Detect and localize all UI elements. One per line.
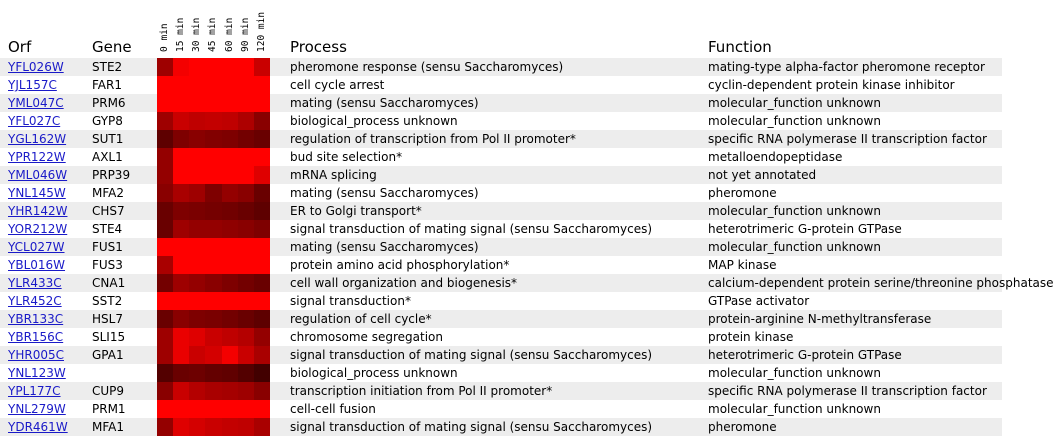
process-text: signal transduction of mating signal (sensu Saccharomyces)	[290, 222, 653, 236]
table-row	[0, 184, 1002, 202]
heatmap-cell	[189, 112, 205, 130]
heatmap-cell	[189, 220, 205, 238]
table-row	[0, 112, 1002, 130]
heatmap-cell	[157, 148, 173, 166]
heatmap-cell	[157, 346, 173, 364]
gene-name: SST2	[92, 294, 123, 308]
function-text: GTPase activator	[708, 294, 810, 308]
timepoint-label	[174, 4, 190, 52]
heatmap-cell	[222, 148, 238, 166]
table-row	[0, 166, 1002, 184]
expression-heatmap	[157, 94, 270, 112]
orf-link[interactable]: YDR461W	[8, 420, 68, 434]
heatmap-cell	[173, 94, 189, 112]
timepoint-label	[255, 4, 271, 52]
timepoint-label-text: 0 min	[159, 23, 170, 52]
function-text: metalloendopeptidase	[708, 150, 843, 164]
gene-name: SLI15	[92, 330, 126, 344]
heatmap-cell	[238, 202, 254, 220]
process-text: protein amino acid phosphorylation*	[290, 258, 510, 272]
heatmap-cell	[205, 256, 221, 274]
orf-link[interactable]: YLR433C	[8, 276, 62, 290]
heatmap-cell	[157, 220, 173, 238]
heatmap-cell	[254, 400, 270, 418]
orf-link[interactable]: YFL027C	[8, 114, 61, 128]
timepoint-label	[239, 4, 255, 52]
heatmap-cell	[254, 94, 270, 112]
orf-link[interactable]: YHR142W	[8, 204, 68, 218]
function-text: pheromone	[708, 186, 777, 200]
heatmap-cell	[254, 292, 270, 310]
heatmap-cell	[238, 364, 254, 382]
heatmap-cell	[189, 400, 205, 418]
gene-name: FUS3	[92, 258, 123, 272]
gene-name: HSL7	[92, 312, 123, 326]
heatmap-cell	[173, 76, 189, 94]
function-text: protein kinase	[708, 330, 794, 344]
gene-name: STE4	[92, 222, 123, 236]
table-row	[0, 58, 1002, 76]
function-text: heterotrimeric G-protein GTPase	[708, 348, 902, 362]
heatmap-cell	[238, 310, 254, 328]
heatmap-cell	[222, 346, 238, 364]
orf-link[interactable]: YNL279W	[8, 402, 66, 416]
function-text: heterotrimeric G-protein GTPase	[708, 222, 902, 236]
function-text: specific RNA polymerase II transcription factor	[708, 384, 987, 398]
heatmap-cell	[238, 166, 254, 184]
function-text: molecular_function unknown	[708, 366, 881, 380]
heatmap-cell	[254, 274, 270, 292]
process-text: cell cycle arrest	[290, 78, 385, 92]
orf-link[interactable]: YML047C	[8, 96, 64, 110]
expression-heatmap	[157, 76, 270, 94]
expression-heatmap	[157, 328, 270, 346]
gene-name: SUT1	[92, 132, 124, 146]
gene-name: GYP8	[92, 114, 123, 128]
heatmap-cell	[254, 256, 270, 274]
heatmap-cell	[157, 328, 173, 346]
heatmap-cell	[238, 382, 254, 400]
timepoint-label-text: 45 min	[207, 17, 219, 52]
heatmap-cell	[254, 346, 270, 364]
heatmap-cell	[205, 310, 221, 328]
function-text: molecular_function unknown	[708, 402, 881, 416]
process-text: regulation of cell cycle*	[290, 312, 432, 326]
process-text: pheromone response (sensu Saccharomyces)	[290, 60, 564, 74]
expression-heatmap	[157, 274, 270, 292]
heatmap-cell	[254, 310, 270, 328]
gene-name: MFA2	[92, 186, 124, 200]
heatmap-cell	[238, 112, 254, 130]
heatmap-cell	[157, 238, 173, 256]
heatmap-cell	[157, 112, 173, 130]
orf-link[interactable]: YCL027W	[8, 240, 65, 254]
heatmap-cell	[205, 328, 221, 346]
heatmap-cell	[157, 364, 173, 382]
orf-link[interactable]: YFL026W	[8, 60, 64, 74]
heatmap-cell	[222, 112, 238, 130]
timepoint-label-text: 120 min	[255, 11, 267, 52]
gene-name: FAR1	[92, 78, 122, 92]
orf-link[interactable]: YJL157C	[8, 78, 57, 92]
process-text: biological_process unknown	[290, 366, 458, 380]
gene-name: PRP39	[92, 168, 131, 182]
heatmap-cell	[238, 148, 254, 166]
heatmap-cell	[222, 418, 238, 436]
function-text: specific RNA polymerase II transcription factor	[708, 132, 987, 146]
expression-heatmap	[157, 58, 270, 76]
timepoint-label	[223, 4, 239, 52]
timepoint-label	[158, 4, 174, 52]
function-text: not yet annotated	[708, 168, 817, 182]
heatmap-cell	[254, 148, 270, 166]
gene-name: GPA1	[92, 348, 124, 362]
heatmap-cell	[254, 58, 270, 76]
heatmap-cell	[238, 274, 254, 292]
heatmap-cell	[189, 166, 205, 184]
heatmap-cell	[173, 184, 189, 202]
gene-name: PRM1	[92, 402, 126, 416]
expression-heatmap	[157, 202, 270, 220]
heatmap-cell	[157, 382, 173, 400]
heatmap-cell	[205, 148, 221, 166]
heatmap-cell	[222, 238, 238, 256]
heatmap-cell	[173, 364, 189, 382]
heatmap-cell	[189, 346, 205, 364]
gene-name	[92, 364, 154, 382]
process-text: signal transduction of mating signal (sensu Saccharomyces)	[290, 420, 653, 434]
heatmap-cell	[189, 94, 205, 112]
table-row	[0, 202, 1002, 220]
function-header: Function	[708, 38, 772, 56]
gene-name: AXL1	[92, 150, 123, 164]
expression-heatmap	[157, 166, 270, 184]
heatmap-cell	[238, 418, 254, 436]
heatmap-cell	[157, 166, 173, 184]
function-text: molecular_function unknown	[708, 204, 881, 218]
heatmap-cell	[157, 274, 173, 292]
heatmap-cell	[189, 130, 205, 148]
heatmap-cell	[173, 130, 189, 148]
heatmap-cell	[173, 112, 189, 130]
process-text: mating (sensu Saccharomyces)	[290, 240, 479, 254]
gene-header: Gene	[92, 38, 132, 56]
heatmap-cell	[222, 274, 238, 292]
orf-link[interactable]: YBR156C	[8, 330, 64, 344]
heatmap-cell	[157, 202, 173, 220]
heatmap-cell	[222, 310, 238, 328]
function-text: mating-type alpha-factor pheromone receptor	[708, 60, 985, 74]
orf-link[interactable]: YGL162W	[8, 132, 67, 146]
heatmap-cell	[222, 220, 238, 238]
function-text: calcium-dependent protein serine/threonine phosphatase	[708, 276, 1054, 290]
heatmap-cell	[222, 292, 238, 310]
heatmap-cell	[173, 382, 189, 400]
heatmap-cell	[222, 400, 238, 418]
table-row	[0, 310, 1002, 328]
heatmap-cell	[189, 310, 205, 328]
heatmap-cell	[157, 400, 173, 418]
expression-heatmap	[157, 310, 270, 328]
expression-heatmap	[157, 400, 270, 418]
heatmap-cell	[254, 418, 270, 436]
table-row	[0, 418, 1002, 436]
heatmap-cell	[238, 130, 254, 148]
heatmap-cell	[222, 364, 238, 382]
process-text: mRNA splicing	[290, 168, 377, 182]
heatmap-cell	[222, 328, 238, 346]
heatmap-cell	[189, 256, 205, 274]
gene-name: PRM6	[92, 96, 126, 110]
process-text: regulation of transcription from Pol II promoter*	[290, 132, 576, 146]
heatmap-cell	[238, 292, 254, 310]
heatmap-cell	[157, 292, 173, 310]
heatmap-cell	[205, 382, 221, 400]
gene-name: STE2	[92, 60, 123, 74]
heatmap-cell	[189, 58, 205, 76]
table-row	[0, 364, 1002, 382]
heatmap-cell	[238, 400, 254, 418]
process-text: signal transduction*	[290, 294, 411, 308]
gene-name: FUS1	[92, 240, 123, 254]
heatmap-cell	[173, 400, 189, 418]
heatmap-cell	[157, 184, 173, 202]
heatmap-cell	[254, 76, 270, 94]
function-text: molecular_function unknown	[708, 96, 881, 110]
expression-heatmap	[157, 346, 270, 364]
heatmap-cell	[205, 76, 221, 94]
heatmap-cell	[222, 58, 238, 76]
function-text: pheromone	[708, 420, 777, 434]
orf-link[interactable]: YNL145W	[8, 186, 66, 200]
expression-heatmap	[157, 130, 270, 148]
expression-heatmap	[157, 238, 270, 256]
heatmap-cell	[157, 310, 173, 328]
process-text: cell wall organization and biogenesis*	[290, 276, 518, 290]
expression-heatmap	[157, 418, 270, 436]
process-text: signal transduction of mating signal (sensu Saccharomyces)	[290, 348, 653, 362]
heatmap-cell	[173, 148, 189, 166]
timepoint-label-text: 90 min	[239, 17, 251, 52]
heatmap-cell	[254, 202, 270, 220]
heatmap-cell	[205, 238, 221, 256]
heatmap-cell	[238, 184, 254, 202]
heatmap-cell	[254, 328, 270, 346]
heatmap-cell	[238, 256, 254, 274]
heatmap-cell	[189, 274, 205, 292]
heatmap-cell	[238, 328, 254, 346]
heatmap-cell	[189, 418, 205, 436]
heatmap-cell	[173, 238, 189, 256]
table-row	[0, 328, 1002, 346]
heatmap-cell	[173, 202, 189, 220]
timepoint-label-text: 15 min	[175, 17, 187, 52]
process-text: bud site selection*	[290, 150, 403, 164]
gene-name: CUP9	[92, 384, 125, 398]
table-row	[0, 292, 1002, 310]
heatmap-cell	[254, 220, 270, 238]
orf-header: Orf	[8, 38, 32, 56]
gene-name: CHS7	[92, 204, 125, 218]
heatmap-cell	[222, 256, 238, 274]
heatmap-cell	[222, 184, 238, 202]
heatmap-cell	[222, 130, 238, 148]
timepoint-label	[190, 4, 206, 52]
heatmap-cell	[222, 166, 238, 184]
heatmap-cell	[205, 364, 221, 382]
heatmap-cell	[238, 238, 254, 256]
table-row	[0, 76, 1002, 94]
heatmap-cell	[205, 112, 221, 130]
heatmap-cell	[189, 184, 205, 202]
heatmap-cell	[238, 58, 254, 76]
function-text: MAP kinase	[708, 258, 777, 272]
heatmap-cell	[157, 418, 173, 436]
timepoint-label-text: 30 min	[191, 17, 203, 52]
heatmap-cell	[254, 166, 270, 184]
table-row	[0, 220, 1002, 238]
heatmap-cell	[173, 328, 189, 346]
process-text: transcription initiation from Pol II promoter*	[290, 384, 553, 398]
heatmap-cell	[254, 364, 270, 382]
heatmap-cell	[238, 220, 254, 238]
table-row	[0, 238, 1002, 256]
orf-link[interactable]: YPL177C	[8, 384, 61, 398]
heatmap-cell	[222, 202, 238, 220]
table-row	[0, 382, 1002, 400]
expression-heatmap	[157, 148, 270, 166]
process-text: mating (sensu Saccharomyces)	[290, 186, 479, 200]
orf-link[interactable]: YOR212W	[8, 222, 68, 236]
heatmap-cell	[222, 76, 238, 94]
expression-heatmap	[157, 382, 270, 400]
heatmap-cell	[173, 292, 189, 310]
expression-heatmap	[157, 220, 270, 238]
process-text: biological_process unknown	[290, 114, 458, 128]
heatmap-cell	[205, 184, 221, 202]
gene-name: MFA1	[92, 420, 124, 434]
heatmap-cell	[189, 148, 205, 166]
heatmap-cell	[254, 130, 270, 148]
expression-heatmap	[157, 292, 270, 310]
expression-heatmap	[157, 256, 270, 274]
orf-link[interactable]: YHR005C	[8, 348, 64, 362]
heatmap-cell	[254, 112, 270, 130]
heatmap-cell	[173, 166, 189, 184]
heatmap-cell	[205, 94, 221, 112]
function-text: cyclin-dependent protein kinase inhibitor	[708, 78, 955, 92]
heatmap-cell	[205, 130, 221, 148]
function-text: protein-arginine N-methyltransferase	[708, 312, 932, 326]
heatmap-cell	[173, 58, 189, 76]
heatmap-cell	[173, 346, 189, 364]
orf-link[interactable]: YBR133C	[8, 312, 64, 326]
heatmap-cell	[205, 292, 221, 310]
heatmap-cell	[254, 382, 270, 400]
table-row	[0, 130, 1002, 148]
heatmap-cell	[238, 94, 254, 112]
process-text: mating (sensu Saccharomyces)	[290, 96, 479, 110]
function-text: molecular_function unknown	[708, 240, 881, 254]
heatmap-cell	[157, 94, 173, 112]
expression-heatmap	[157, 184, 270, 202]
heatmap-cell	[205, 58, 221, 76]
process-header: Process	[290, 38, 347, 56]
gene-name: CNA1	[92, 276, 126, 290]
heatmap-cell	[254, 184, 270, 202]
heatmap-cell	[189, 202, 205, 220]
heatmap-cell	[238, 76, 254, 94]
heatmap-cell	[254, 238, 270, 256]
heatmap-cell	[157, 76, 173, 94]
function-text: molecular_function unknown	[708, 114, 881, 128]
expression-heatmap	[157, 364, 270, 382]
heatmap-cell	[205, 418, 221, 436]
heatmap-cell	[205, 202, 221, 220]
process-text: chromosome segregation	[290, 330, 443, 344]
heatmap-cell	[205, 220, 221, 238]
orf-link[interactable]: YBL016W	[8, 258, 66, 272]
table-row	[0, 346, 1002, 364]
heatmap-cell	[205, 274, 221, 292]
heatmap-cell	[205, 400, 221, 418]
table-row	[0, 94, 1002, 112]
process-text: ER to Golgi transport*	[290, 204, 422, 218]
table-row	[0, 274, 1054, 292]
heatmap-cell	[173, 220, 189, 238]
table-row	[0, 148, 1002, 166]
heatmap-cell	[238, 346, 254, 364]
heatmap-cell	[173, 256, 189, 274]
table-row	[0, 256, 1002, 274]
heatmap-cell	[189, 238, 205, 256]
heatmap-cell	[173, 310, 189, 328]
heatmap-cell	[222, 382, 238, 400]
orf-link[interactable]: YML046W	[8, 168, 68, 182]
orf-link[interactable]: YNL123W	[8, 366, 66, 380]
heatmap-cell	[157, 256, 173, 274]
heatmap-cell	[222, 94, 238, 112]
heatmap-cell	[189, 364, 205, 382]
timepoint-label-text: 60 min	[223, 17, 235, 52]
heatmap-cell	[205, 166, 221, 184]
heatmap-cell	[157, 58, 173, 76]
heatmap-cell	[189, 76, 205, 94]
expression-heatmap	[157, 112, 270, 130]
orf-link[interactable]: YPR122W	[8, 150, 66, 164]
heatmap-cell	[173, 418, 189, 436]
heatmap-cell	[189, 292, 205, 310]
process-text: cell-cell fusion	[290, 402, 376, 416]
heatmap-cell	[189, 382, 205, 400]
heatmap-cell	[205, 346, 221, 364]
table-row	[0, 400, 1002, 418]
heatmap-cell	[157, 130, 173, 148]
orf-link[interactable]: YLR452C	[8, 294, 62, 308]
timepoint-label	[206, 4, 222, 52]
heatmap-cell	[173, 274, 189, 292]
heatmap-cell	[189, 328, 205, 346]
